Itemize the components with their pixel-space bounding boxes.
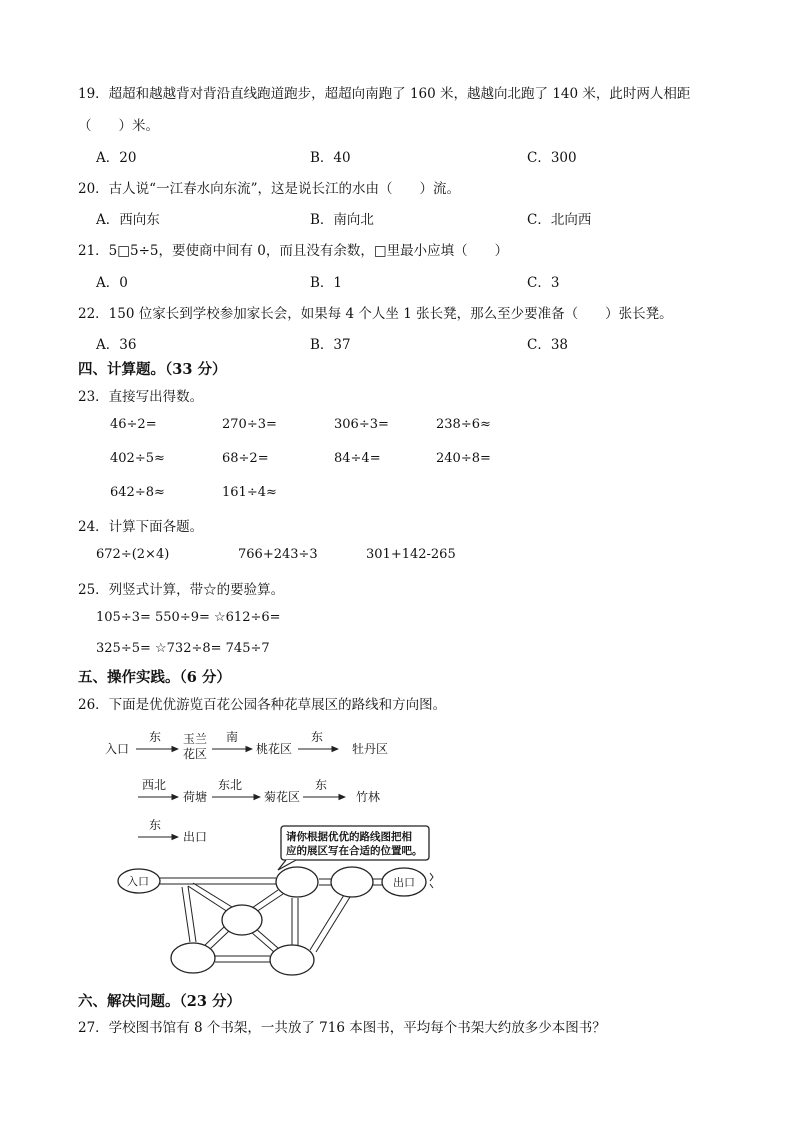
q22-text: 22．150 位家长到学校参加家长会，如果每 4 个人坐 1 张长凳，那么至少要准备（ ）张长凳。 bbox=[78, 306, 673, 322]
zone-label: 玉兰 bbox=[183, 732, 208, 746]
section-6-title: 六、解决问题。（23 分） bbox=[78, 993, 241, 1010]
q26-text: 26．下面是优优游览百花公园各种花草展区的路线和方向图。 bbox=[78, 697, 447, 713]
q19-option-c: C．300 bbox=[527, 150, 577, 166]
q22-option-a: A．36 bbox=[96, 337, 137, 353]
q22-option-b: B．37 bbox=[310, 337, 351, 353]
q19-option-a: A．20 bbox=[96, 150, 137, 166]
q23-item: 46÷2= bbox=[110, 417, 157, 432]
route-start-label: 入口 bbox=[105, 742, 130, 756]
instruction-note-line2: 应的展区写在合适的位置吧。 bbox=[286, 845, 423, 857]
direction-label: 东 bbox=[311, 730, 324, 744]
q23-item: 238÷6≈ bbox=[436, 417, 491, 432]
q20-option-b: B．南向北 bbox=[310, 212, 374, 228]
q20-option-c: C．北向西 bbox=[527, 212, 592, 228]
q23-item: 270÷3= bbox=[222, 417, 277, 432]
zone-label: 牡丹区 bbox=[352, 742, 389, 756]
q25-line1: 105÷3= 550÷9= ☆612÷6= bbox=[96, 610, 281, 625]
zone-label: 荷塘 bbox=[183, 790, 208, 804]
zone-label: 桃花区 bbox=[256, 742, 293, 756]
q21-option-a: A．0 bbox=[96, 275, 128, 291]
direction-label: 南 bbox=[226, 730, 239, 744]
zone-node-center bbox=[222, 905, 262, 935]
direction-label: 东 bbox=[315, 778, 328, 792]
q23-text: 23．直接写出得数。 bbox=[78, 389, 204, 405]
q27-text: 27．学校图书馆有 8 个书架，一共放了 716 本图书，平均每个书架大约放多少本图书？ bbox=[78, 1020, 606, 1036]
q23-item: 84÷4= bbox=[334, 451, 381, 466]
q24-text: 24．计算下面各题。 bbox=[78, 519, 204, 535]
q19-line1: 19．超超和越越背对背沿直线跑道跑步，超超向南跑了 160 米，越越向北跑了 140 米，此时两人相距 bbox=[78, 86, 691, 102]
q20-option-a: A．西向东 bbox=[96, 212, 160, 228]
zone-label: 花区 bbox=[183, 747, 208, 761]
entry-node-label: 入口 bbox=[127, 875, 149, 888]
zone-label: 出口 bbox=[183, 830, 208, 844]
q23-item: 240÷8= bbox=[436, 451, 491, 466]
direction-label: 东北 bbox=[218, 778, 243, 792]
q21-option-c: C．3 bbox=[527, 275, 560, 291]
direction-label: 东 bbox=[149, 818, 162, 832]
direction-label: 西北 bbox=[142, 778, 167, 792]
q23-item: 68÷2= bbox=[222, 451, 269, 466]
route-diagram bbox=[100, 720, 445, 982]
q19-option-b: B．40 bbox=[310, 150, 351, 166]
q25-text: 25．列竖式计算，带☆的要验算。 bbox=[78, 582, 285, 598]
q24-item: 301+142-265 bbox=[366, 547, 456, 562]
q22-option-c: C．38 bbox=[527, 337, 569, 353]
q23-item: 642÷8≈ bbox=[110, 485, 165, 500]
exit-node-label: 出口 bbox=[393, 876, 415, 889]
q24-item: 766+243÷3 bbox=[238, 547, 318, 562]
q23-item: 402÷5≈ bbox=[110, 451, 165, 466]
q20-text: 20．古人说“一江春水向东流”，这是说长江的水由（ ）流。 bbox=[78, 181, 460, 197]
section-4-title: 四、计算题。（33 分） bbox=[78, 361, 227, 378]
zone-node-top-middle bbox=[276, 867, 318, 897]
section-5-title: 五、操作实践。（6 分） bbox=[78, 669, 231, 686]
q23-item: 161÷4≈ bbox=[222, 485, 277, 500]
zone-label: 竹林 bbox=[356, 790, 381, 804]
zone-node-top-right bbox=[331, 867, 373, 897]
q25-line2: 325÷5= ☆732÷8= 745÷7 bbox=[96, 641, 270, 656]
q21-option-b: B．1 bbox=[310, 275, 343, 291]
zone-label: 菊花区 bbox=[264, 790, 301, 804]
zone-node-bottom-left bbox=[171, 943, 215, 973]
q21-text: 21．5□5÷5，要使商中间有 0，而且没有余数，□里最小应填（ ） bbox=[78, 243, 509, 259]
q24-item: 672÷(2×4) bbox=[96, 547, 170, 562]
direction-label: 东 bbox=[149, 730, 162, 744]
instruction-note-line1: 请你根据优优的路线图把相 bbox=[286, 831, 412, 843]
q23-item: 306÷3= bbox=[334, 417, 389, 432]
zone-node-bottom-right bbox=[270, 945, 314, 975]
q19-line2: （ ）米。 bbox=[78, 118, 159, 134]
